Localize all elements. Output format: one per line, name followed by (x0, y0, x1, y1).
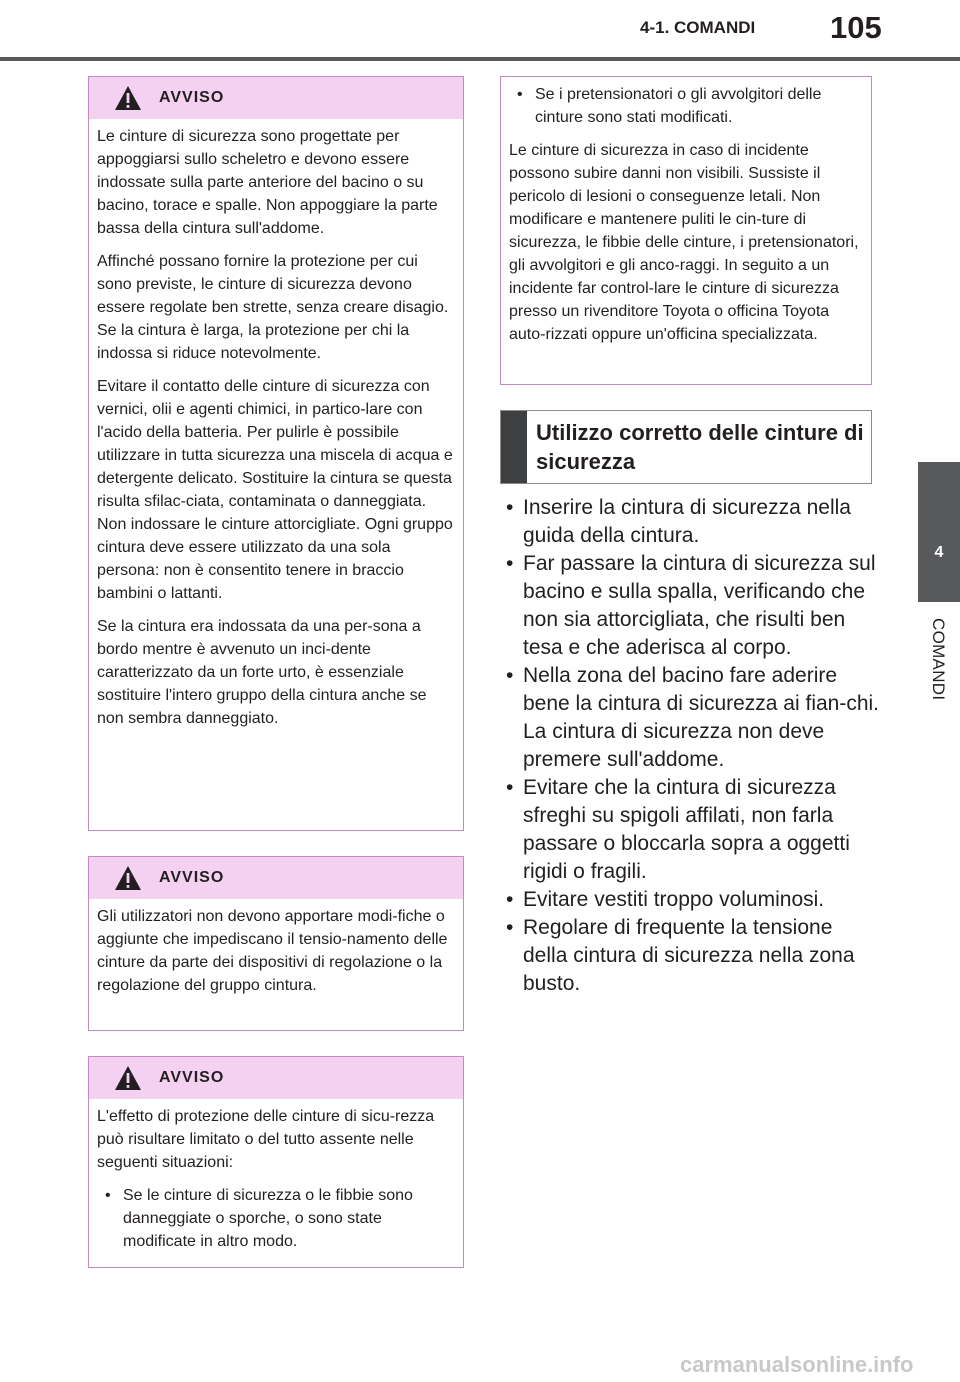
section-heading-bar (501, 411, 527, 483)
warning-paragraph: Le cinture di sicurezza sono progettate per appoggiarsi sullo scheletro e devono essere indossate sulla parte anteriore del bacino o su bacino, torace e spalle. Non appoggiare la parte bassa della cintura sull'addome. (97, 128, 438, 237)
chapter-tab (918, 462, 960, 602)
warning-triangle-icon (114, 85, 142, 111)
warning-paragraph: L'effetto di protezione delle cinture di sicu-rezza può risultare limitato o del tutto assente nelle seguenti situazioni: (97, 1108, 435, 1171)
warning-body (89, 1099, 463, 1273)
warning-bullet-text: Se le cinture di sicurezza o le fibbie sono danneggiate o sporche, o sono state modificate in altro modo. (123, 1187, 413, 1250)
list-item (500, 914, 880, 998)
bullet-symbol: • (517, 86, 523, 103)
list-item (500, 550, 880, 662)
warning-body (89, 119, 463, 740)
section-heading (500, 410, 872, 484)
warning-paragraph: Le cinture di sicurezza in caso di incidente possono subire danni non visibili. Sussiste il pericolo di lesioni o conseguenze letali. Non modificare e mantenere puliti le cin-ture di sicurezza, le fibbie delle cinture, i pretensionatori, gli avvolgitori e gli anco-raggi. In seguito a un incidente far control-lare le cinture di sicurezza presso un rivenditore Toyota o officina Toyota auto-rizzati oppure un'officina specializzata. (509, 142, 859, 343)
bullet-symbol: • (506, 776, 514, 799)
warning-label: AVVISO (159, 89, 225, 106)
warning-bullet (97, 1184, 453, 1253)
chapter-label: COMANDI (929, 618, 948, 701)
bullet-symbol: • (105, 1187, 111, 1204)
section-heading-text: Utilizzo corretto delle cinture di sicurezza (536, 420, 864, 474)
warning-paragraph: Affinché possano fornire la protezione per cui sono previste, le cinture di sicurezza devono essere regolate ben strette, senza creare disagio. Se la cintura è larga, la protezione per chi la indossa si riduce notevolmente. (97, 253, 449, 362)
warning-body (89, 899, 463, 1007)
chapter-number: 4 (934, 544, 944, 561)
warning-label: AVVISO (159, 1069, 225, 1086)
warning-paragraph: Gli utilizzatori non devono apportare modi-fiche o aggiunte che impediscano il tensio-namento delle cinture da parte dei dispositivi di regolazione o la regolazione del gruppo cintura. (97, 908, 448, 994)
bullet-symbol: • (506, 496, 514, 519)
warning-box-2 (88, 856, 464, 1031)
warning-triangle-icon (114, 865, 142, 891)
list-item-text: Evitare vestiti troppo voluminosi. (523, 888, 825, 911)
page-number: 105 (830, 10, 882, 45)
warning-header (89, 857, 463, 899)
warning-header (89, 1057, 463, 1099)
watermark: carmanualsonline.info (680, 1352, 914, 1377)
bullet-symbol: • (506, 916, 514, 939)
warning-bullet (509, 83, 861, 129)
list-item-text: Far passare la cintura di sicurezza sul bacino e sulla spalla, verificando che non sia attorcigliata, che risulti ben tesa e che aderisca al corpo. (523, 552, 876, 659)
header-section-title: 4-1. COMANDI (640, 18, 756, 37)
warning-box-3 (88, 1056, 464, 1268)
warning-label: AVVISO (159, 869, 225, 886)
warning-bullet-text: Se i pretensionatori o gli avvolgitori delle cinture sono stati modificati. (535, 86, 822, 126)
warning-triangle-icon (114, 1065, 142, 1091)
warning-paragraph: Se la cintura era indossata da una per-sona a bordo mentre è avvenuto un inci-dente caratterizzato da un forte urto, è essenziale sostituire l'intero gruppo della cintura anche se non sembra danneggiato. (97, 618, 427, 727)
list-item (500, 494, 880, 550)
header-rule (0, 57, 960, 61)
bullet-symbol: • (506, 664, 514, 687)
warning-box-1 (88, 76, 464, 831)
warning-body (501, 77, 871, 356)
list-item-text: Evitare che la cintura di sicurezza sfreghi su spigoli affilati, non farla passare o bloccarla sopra a oggetti rigidi o fragili. (523, 776, 850, 883)
list-item-text: Regolare di frequente la tensione della cintura di sicurezza nella zona busto. (523, 916, 855, 995)
bullet-symbol: • (506, 552, 514, 575)
list-item-text: Inserire la cintura di sicurezza nella guida della cintura. (523, 496, 851, 547)
list-item (500, 774, 880, 886)
warning-box-continued (500, 76, 872, 385)
list-item (500, 662, 880, 774)
list-item-text: Nella zona del bacino fare aderire bene la cintura di sicurezza ai fian-chi. La cintura di sicurezza non deve premere sull'addome. (523, 664, 880, 771)
list-item (500, 886, 880, 914)
instruction-list (500, 494, 880, 998)
bullet-symbol: • (506, 888, 514, 911)
warning-header (89, 77, 463, 119)
warning-paragraph: Evitare il contatto delle cinture di sicurezza con vernici, olii e agenti chimici, in partico-lare con l'acido della batteria. Per pulirle è possibile utilizzare in tutta sicurezza una miscela di acqua e detergente delicato. Sostituire la cintura se questa risulta sfilac-ciata, contaminata o danneggiata. Non indossare le cinture attorcigliate. Ogni gruppo cintura deve essere utilizzato da una sola persona: non è consentito tenere in braccio bambini o lattanti. (97, 378, 453, 602)
